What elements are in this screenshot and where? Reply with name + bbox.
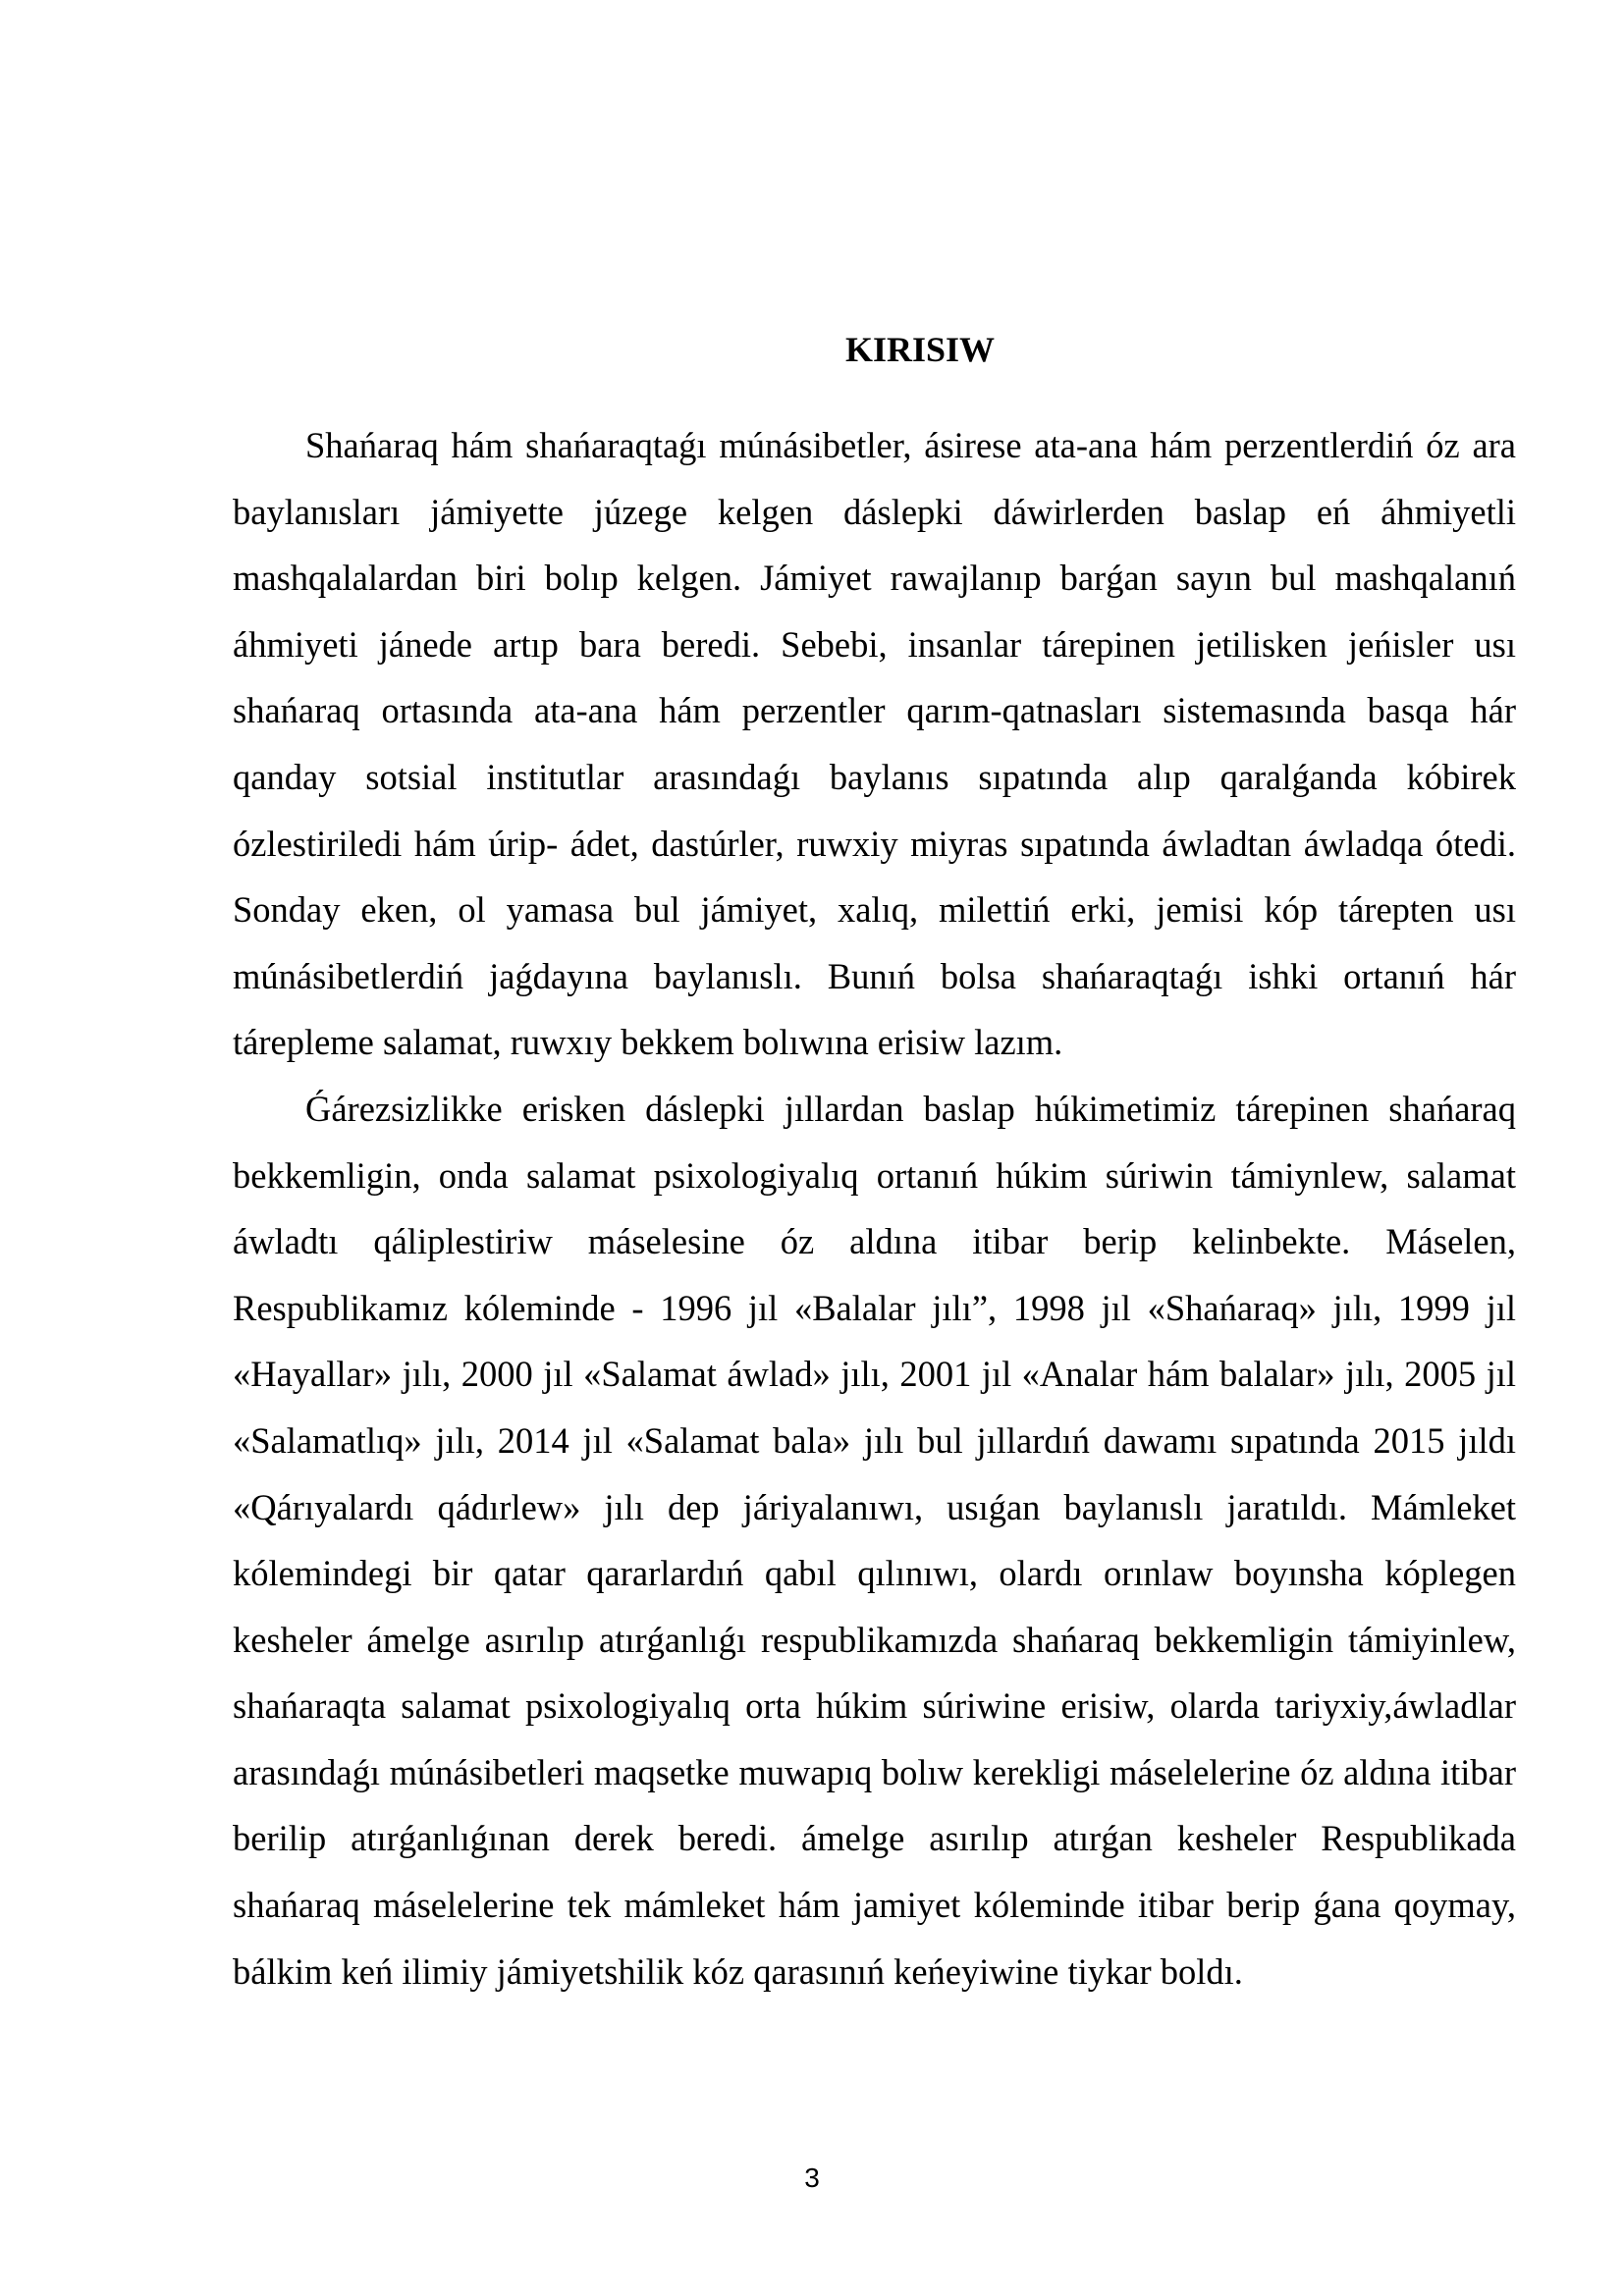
paragraph-2: Ǵárezsizlikke erisken dáslepki jıllardan baslap húkimetimiz tárepinen shańaraq bekkemligin, onda salamat psixologiyalıq ortanıń húkim súriwin támiynlew, salamat áwladtı qáliplestiriw máselesine óz aldına itibar berip kelinbekte. Máselen, Respublikamız kóleminde - 1996 jıl «Balalar jılı”, 1998 jıl «Shańaraq» jılı, 1999 jıl «Hayallar» jılı, 2000 jıl «Salamat áwlad» jılı, 2001 jıl «Analar hám balalar» jılı, 2005 jıl «Salamatlıq» jılı, 2014 jıl «Salamat bala» jılı bul jıllardıń dawamı sıpatında 2015 jıldı «Qárıyalardı qádırlew» jılı dep járiyalanıwı, usıǵan baylanıslı jaratıldı. Mámleket kólemindegi bir qatar qararlardıń qabıl qılınıwı, olardı orınlaw boyınsha kóplegen kesheler ámelge asırılıp atırǵanlıǵı respublikamızda shańaraq bekkemligin támiyinlew, shańaraqta salamat psixologiyalıq orta húkim súriwine erisiw, olarda tariyxiy,áwladlar arasındaǵı múnásibetleri maqsetke muwapıq bolıw kerekligi máselelerine óz aldına itibar berilip atırǵanlıǵınan derek beredi. ámelge asırılıp atırǵan kesheler Respublikada shańaraq máselelerine tek mámleket hám jamiyet kóleminde itibar berip ǵana qoymay, bálkim keń ilimiy jámiyetshilik kóz qarasınıń keńeyiwine tiykar boldı.	[233, 1088, 1516, 1992]
page-number: 3	[804, 2163, 820, 2193]
paragraph-1: Shańaraq hám shańaraqtaǵı múnásibetler, ásirese ata-ana hám perzentlerdiń óz ara baylanısları jámiyette júzege kelgen dáslepki dáwirlerden baslap eń áhmiyetli mashqalalardan biri bolıp kelgen. Jámiyet rawajlanıp barǵan sayın bul mashqalanıń áhmiyeti jánede artıp bara beredi. Sebebi, insanlar tárepinen jetilisken jeńisler usı shańaraq ortasında ata-ana hám perzentler qarım-qatnasları sistemasında basqa hár qanday sotsial institutlar arasındaǵı baylanıs sıpatında alıp qaralǵanda kóbirek ózlestiriledi hám úrip- ádet, dastúrler, ruwxiy miyras sıpatında áwladtan áwladqa ótedi. Sonday eken, ol yamasa bul jámiyet, xalıq, milettiń erki, jemisi kóp tárepten usı múnásibetlerdiń jaǵdayına baylanıslı. Bunıń bolsa shańaraqtaǵı ishki ortanıń hár tárepleme salamat, ruwxıy bekkem bolıwına erisiw lazım.	[233, 425, 1516, 1063]
section-heading: KIRISIW	[844, 330, 996, 369]
body-text	[233, 412, 1516, 2004]
